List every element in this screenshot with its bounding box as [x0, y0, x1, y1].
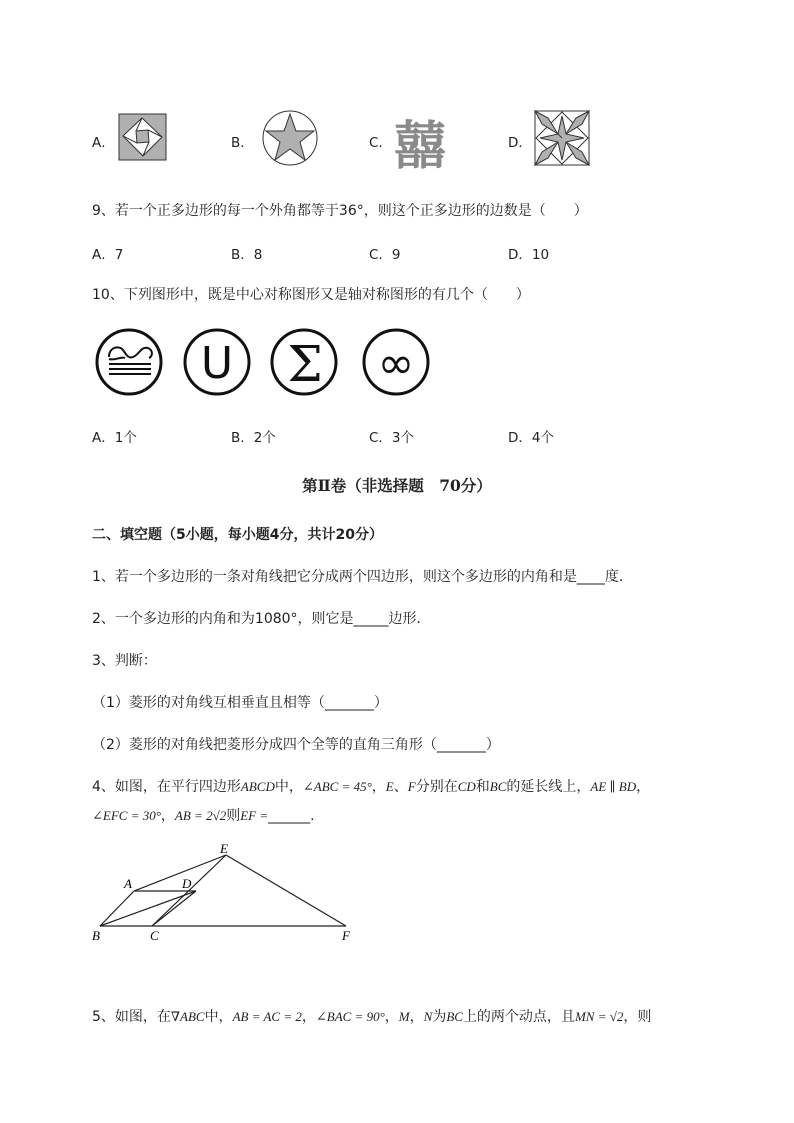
q4-then: 则	[226, 808, 241, 824]
wave-lines-symbol	[95, 328, 165, 398]
infinity-symbol	[362, 328, 432, 398]
infinity-symbol-text: ∞	[377, 338, 415, 389]
label-e: E	[220, 841, 228, 856]
section-head: 二、填空题（5小题，每小题4分，共计20分）	[92, 527, 383, 543]
q4-text-a: 4、如图，在平行四边形	[92, 779, 241, 795]
u-symbol	[183, 328, 253, 398]
double-happiness-glyph: 囍	[394, 117, 441, 177]
label-f: F	[342, 928, 350, 943]
q5-text-b: 中，	[204, 1009, 233, 1025]
u-symbol-text: U	[200, 338, 234, 389]
fill-q4-line2	[92, 805, 315, 825]
q10-option-a: A．1个	[92, 430, 137, 446]
q4-efc-angle: ∠EFC = 30°	[92, 808, 161, 823]
q4-comma: ，	[160, 808, 175, 824]
q4-geometry-diagram	[88, 840, 368, 950]
label-d: D	[182, 876, 192, 891]
circle-star-icon	[260, 110, 320, 166]
q4-text-h: ，	[636, 779, 651, 795]
q5-bc: BC	[446, 1009, 463, 1024]
q8-option-d-label: D．	[508, 135, 532, 151]
q4-text-b: 中，	[274, 779, 303, 795]
square-pinwheel-icon	[118, 113, 168, 161]
q4-text-e2: 分别在	[415, 779, 458, 795]
label-b: B	[92, 928, 100, 943]
fill-q3: 3、判断：	[92, 653, 157, 669]
q4-text-d: 、	[393, 779, 408, 795]
sigma-symbol-text: Σ	[287, 335, 323, 393]
q8-option-b-label: B．	[231, 135, 254, 151]
fill-q2: 2、一个多边形的内角和为1080°，则它是_____边形．	[92, 611, 431, 627]
q4-text-g: 的延长线上，	[506, 779, 591, 795]
q5-angle: ∠BAC = 90°	[315, 1009, 385, 1024]
q10-option-c: C．3个	[369, 430, 415, 446]
q4-f: F	[407, 779, 416, 794]
q5-text-a: 5、如图，在	[92, 1009, 171, 1025]
q5-m: M	[398, 1009, 410, 1024]
q10-text: 10、下列图形中，既是中心对称图形又是轴对称图形的有几个（ ）	[92, 287, 530, 303]
fill-q4-line1	[92, 776, 650, 796]
q4-angle: ∠ABC = 45°	[302, 779, 372, 794]
fill-q1: 1、若一个多边形的一条对角线把它分成两个四边形，则这个多边形的内角和是____度．	[92, 569, 633, 585]
fill-q3b: （2）菱形的对角线把菱形分成四个全等的直角三角形（_______）	[92, 737, 500, 753]
q5-text-e: ，	[409, 1009, 424, 1025]
q9-text: 9、若一个正多边形的每一个外角都等于36°，则这个正多边形的边数是（ ）	[92, 203, 588, 219]
q5-text-h: ，则	[623, 1009, 652, 1025]
q5-triangle: ∇ABC	[170, 1009, 205, 1024]
q10-option-b: B．2个	[231, 430, 276, 446]
q5-text-c: ，	[301, 1009, 316, 1025]
part2-title: 第Ⅱ卷（非选择题 70分）	[302, 476, 492, 495]
q4-e: E	[385, 779, 394, 794]
q4-ab-length: AB = 2√2	[174, 808, 227, 823]
square-star-pattern-icon	[534, 110, 590, 166]
q5-text-d: ，	[384, 1009, 399, 1025]
q4-text-c: ，	[371, 779, 386, 795]
q5-n: N	[423, 1009, 433, 1024]
q4-and: 和	[475, 779, 490, 795]
q9-option-b: B．8	[231, 247, 263, 263]
fill-q5-line1	[92, 1006, 651, 1026]
q9-option-d: D．10	[508, 247, 550, 263]
q5-equal: AB = AC = 2	[232, 1009, 302, 1024]
fill-q3a: （1）菱形的对角线互相垂直且相等（_______）	[92, 695, 388, 711]
q8-option-c-label: C．	[369, 135, 392, 151]
q8-option-a-label: A．	[92, 135, 115, 151]
q4-ef: EF =	[240, 808, 269, 823]
label-a: A	[124, 876, 132, 891]
q5-text-g: 上的两个动点，且	[462, 1009, 575, 1025]
q9-option-a: A．7	[92, 247, 124, 263]
q4-abcd: ABCD	[240, 779, 275, 794]
q4-cd: CD	[457, 779, 476, 794]
q9-option-c: C．9	[369, 247, 401, 263]
q5-mn: MN = √2	[574, 1009, 624, 1024]
q4-parallel: AE ∥ BD	[590, 779, 637, 794]
sigma-symbol	[270, 328, 340, 398]
label-c: C	[150, 928, 159, 943]
q4-bc: BC	[489, 779, 507, 794]
q10-option-d: D．4个	[508, 430, 554, 446]
q5-text-f: 为	[432, 1009, 447, 1025]
q4-blank: ______.	[268, 808, 315, 824]
